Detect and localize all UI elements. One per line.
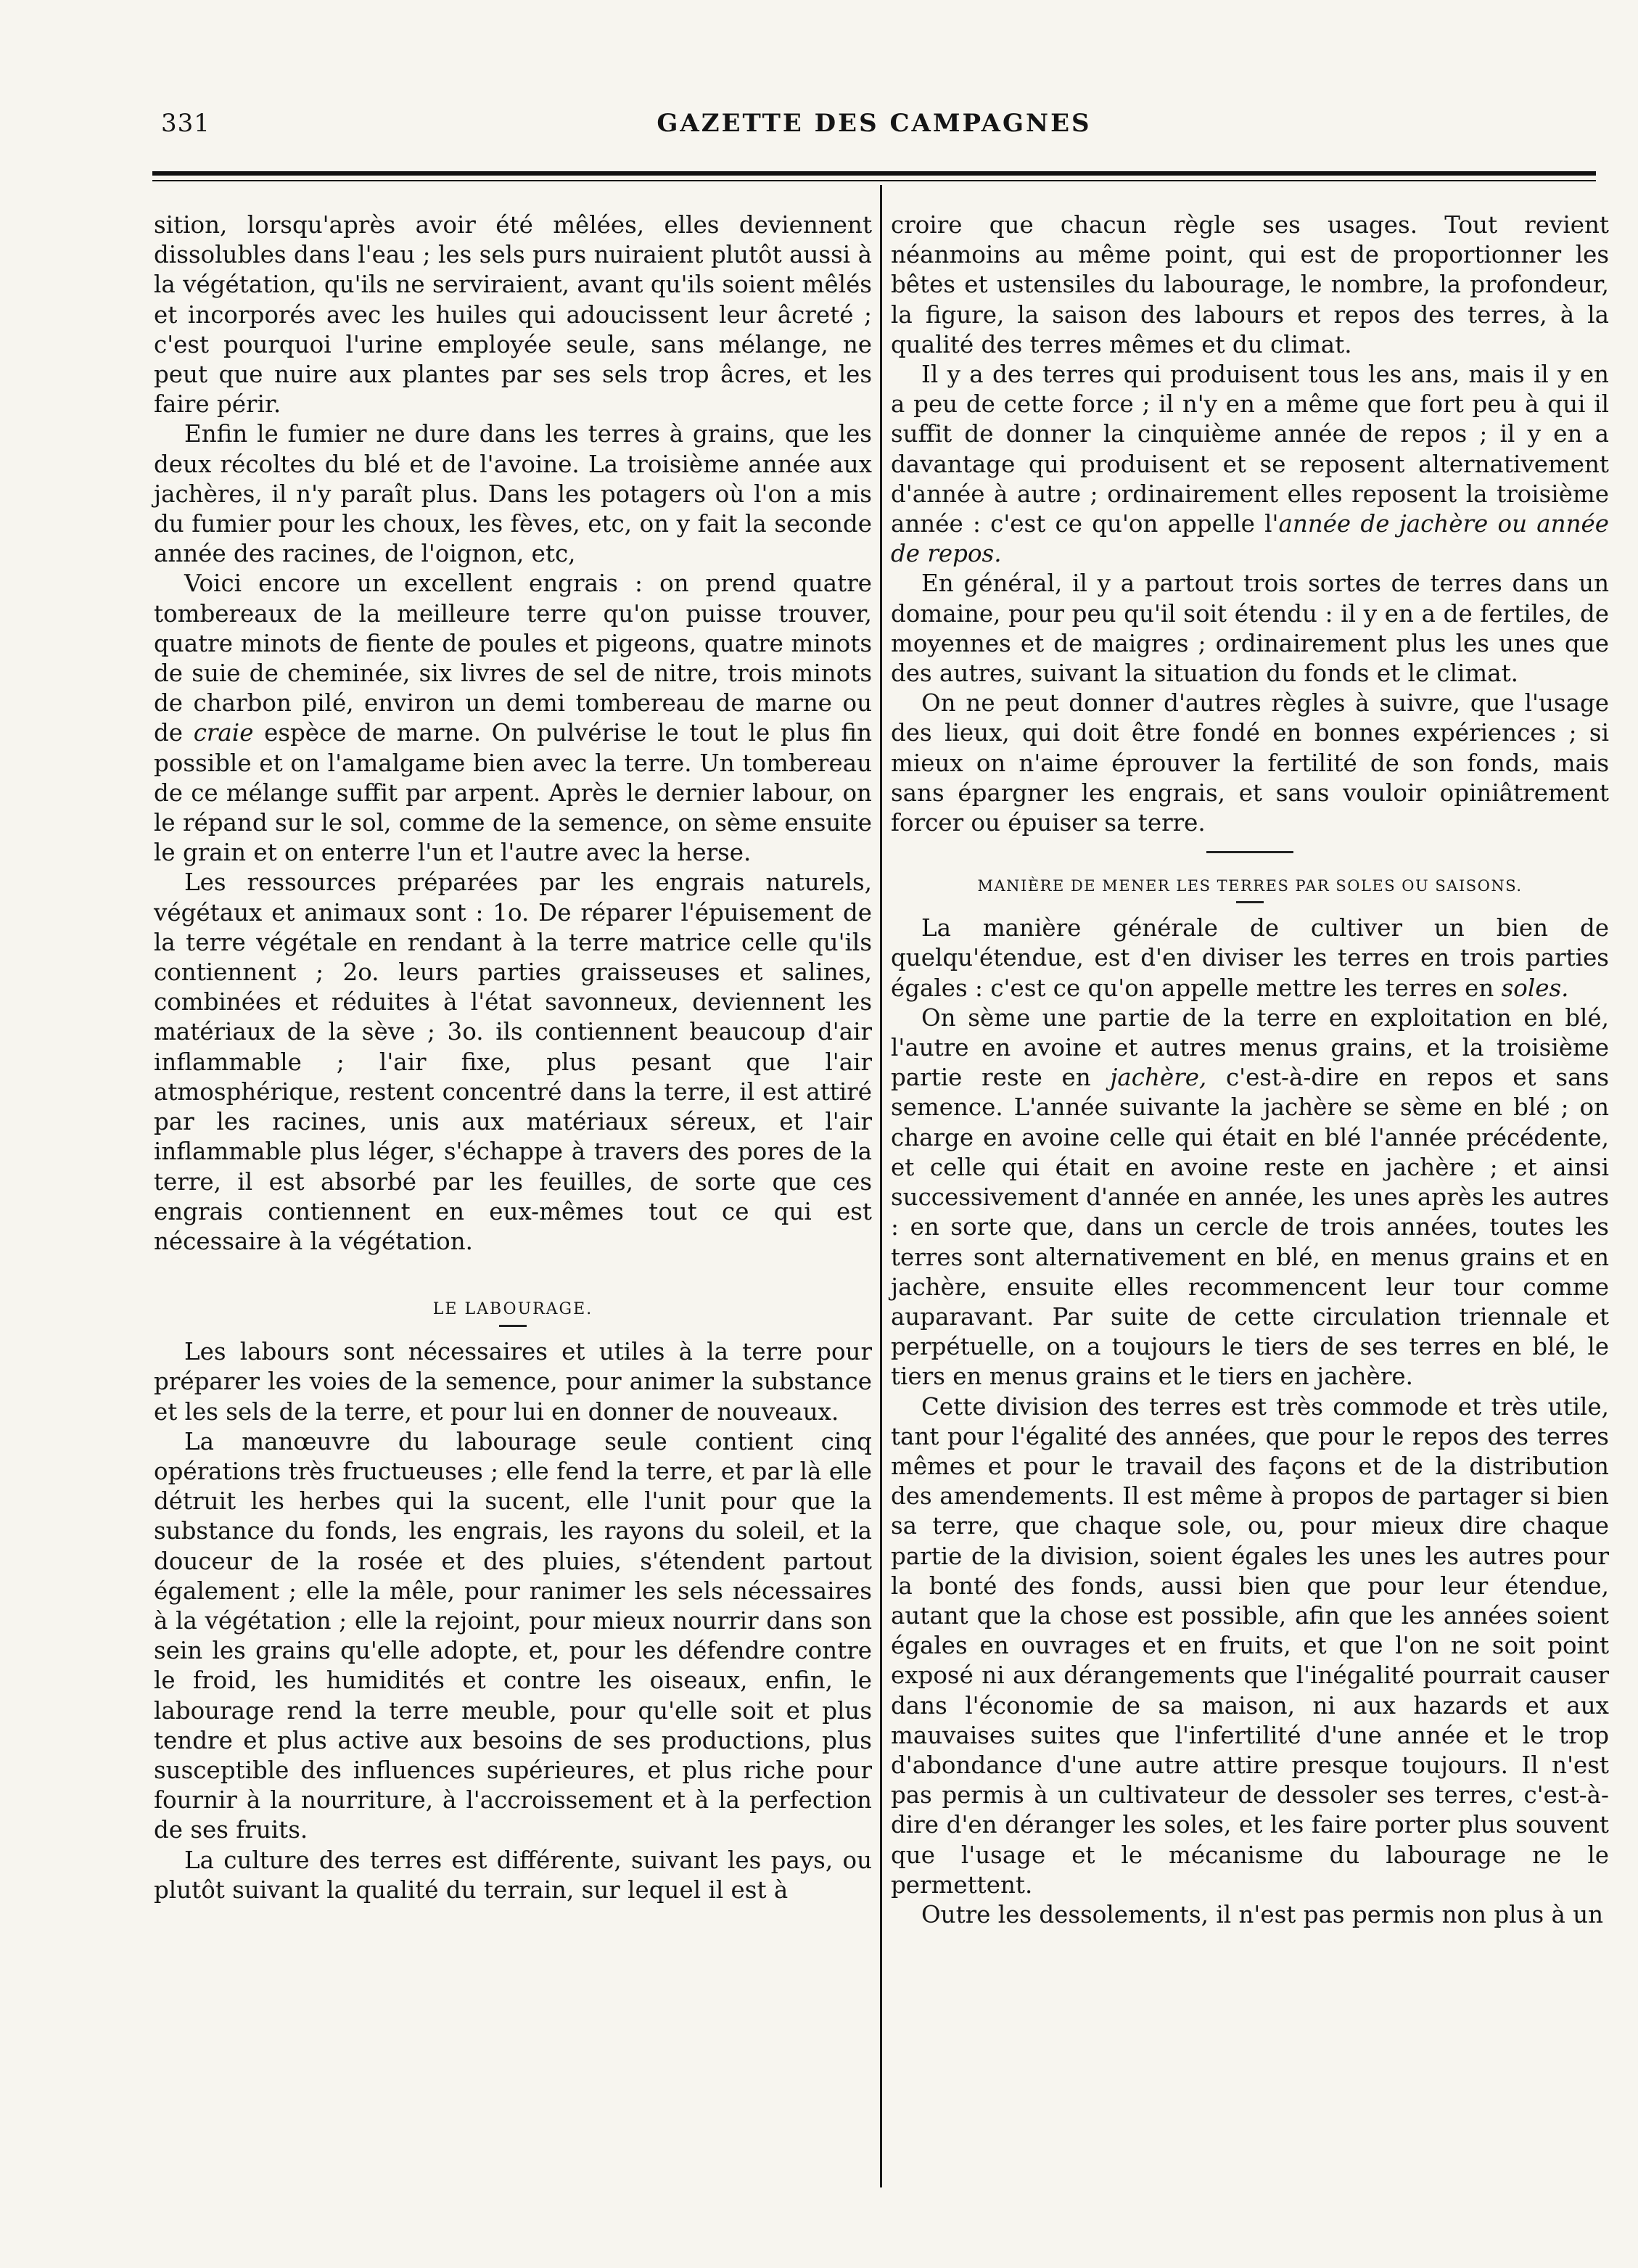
- section-title-soles: MANIÈRE DE MENER LES TERRES PAR SOLES OU SAISONS.: [977, 877, 1523, 895]
- italic-text: jachère,: [1110, 1064, 1207, 1092]
- paragraph: croire que chacun règle ses usages. Tout revient néanmoins au même point, qui est de proportionner les bêtes et ustensiles du labourage, le nombre, la profondeur, la figure, la saison des labours et repos des terres, à la qualité des terres mêmes et du climat.: [891, 211, 1609, 358]
- right-column: [891, 210, 1609, 1930]
- paragraph: Cette division des terres est très commode et très utile, tant pour l'égalité des années, que pour le repos des terres mêmes et pour le travail des façons et de la distribution des amendements. Il est même à propos de partager si bien sa terre, que chaque sole, ou, pour mieux dire chaque partie de la division, soient égales les unes les autres pour la bonté des fonds, aussi bien que pour leur étendue, autant que la chose est possible, afin que les années soient égales en ouvrages et en fruits, et que l'on ne soit point exposé ni aux dérangements que l'inégalité pourrait causer dans l'économie de sa maison, ni aux hazards et aux mauvaises suites que l'infertilité d'une année et le trop d'abondance d'une autre attire presque toujours. Il n'est pas permis à un cultivateur de dessoler ses terres, c'est-à-dire d'en déranger les soles, et les faire porter plus souvent que l'usage et le mécanisme du labourage ne le permettent.: [891, 1392, 1609, 1899]
- header-rule-thick: [152, 171, 1596, 176]
- paragraph: sition, lorsqu'après avoir été mêlées, elles deviennent dissolubles dans l'eau ; les sels purs nuiraient plutôt aussi à la végétation, qu'ils ne serviraient, avant qu'ils soient mêlés et incorporés avec les huiles qui adoucissent leur âcreté ; c'est pourquoi l'urine employée seule, sans mélange, ne peut que nuire aux plantes par ses sels trop âcres, et les faire périr.: [154, 211, 872, 419]
- page-header: [152, 109, 1596, 138]
- text-run: espèce de marne. On pulvérise le tout le plus fin possible et on l'amalgame bien avec la terre. Un tombereau de ce mélange suffit par arpent. Après le dernier labour, on le répand sur le sol, comme de la semence, on sème ensuite le grain et on enterre l'un et l'autre avec la herse.: [154, 719, 872, 867]
- paragraph: Outre les dessolements, il n'est pas permis non plus à un: [921, 1900, 1604, 1928]
- paragraph: [891, 360, 1609, 569]
- title-dash: [1236, 901, 1264, 903]
- section-title-labourage: LE LABOURAGE.: [432, 1300, 593, 1319]
- title-dash: [499, 1325, 527, 1327]
- paragraph: La culture des terres est différente, suivant les pays, ou plutôt suivant la qualité du terrain, sur lequel il est à: [154, 1846, 872, 1904]
- paragraph: Enfin le fumier ne dure dans les terres à grains, que les deux récoltes du blé et de l'avoine. La troisième année aux jachères, il n'y paraît plus. Dans les potagers où l'on a mis du fumier pour les choux, les fèves, etc, on y fait la seconde année des racines, de l'oignon, etc,: [154, 420, 872, 568]
- page-number: 331: [161, 109, 210, 138]
- section-separator: [1206, 851, 1293, 853]
- text-run: c'est-à-dire en repos et sans semence. L'année suivante la jachère se sème en blé ; on charge en avoine celle qui était en blé l'année précédente, et celle qui était en avoine reste en jachère ; et ainsi successivement d'année en année, les unes après les autres : en sorte que, dans un cercle de trois années, toutes les terres sont alternativement en blé, en menus grains et en jachère, ensuite elles recommencent leur tour comme auparavant. Par suite de cette circulation triennale et perpétuelle, on a toujours le tiers de ses terres en blé, le tiers en menus grains et le tiers en jachère.: [891, 1064, 1609, 1391]
- journal-title: GAZETTE DES CAMPAGNES: [657, 109, 1092, 138]
- paragraph: [891, 1003, 1609, 1392]
- text-run: Il y a des terres qui produisent tous les ans, mais il y en a peu de cette force ; il n'y en a même que fort peu à qui il suffit de donner la cinquième année de repos ; il y en a davantage qui produisent et se reposent alternativement d'année à autre ; ordinairement elles reposent la troisième année : c'est ce qu'on appelle l': [891, 361, 1609, 538]
- italic-text: craie: [193, 719, 254, 747]
- paragraph: On ne peut donner d'autres règles à suivre, que l'usage des lieux, qui doit être fondé en bonnes expériences ; si mieux on n'aime éprouver la fertilité de son fonds, mais sans épargner les engrais, et sans vouloir opiniâtrement forcer ou épuiser sa terre.: [891, 689, 1609, 837]
- paragraph: Les labours sont nécessaires et utiles à la terre pour préparer les voies de la semence, pour animer la substance et les sels de la terre, et pour lui en donner de nouveaux.: [154, 1338, 872, 1426]
- paragraph: [154, 569, 872, 868]
- text-run: La manière générale de cultiver un bien de quelqu'étendue, est d'en diviser les terres en trois parties égales : c'est ce qu'on appelle mettre les terres en: [891, 914, 1609, 1002]
- italic-text: année de jachère ou année de repos.: [891, 510, 1609, 568]
- left-column: [154, 210, 872, 1905]
- paragraph: En général, il y a partout trois sortes de terres dans un domaine, pour peu qu'il soit étendu : il y en a de fertiles, de moyennes et de maigres ; ordinairement plus les unes que des autres, suivant la situation du fonds et le climat.: [891, 570, 1609, 688]
- paragraph: La manœuvre du labourage seule contient cinq opérations très fructueuses ; elle fend la terre, et par là elle détruit les herbes qui la sucent, elle l'unit pour que la substance du fonds, les engrais, les rayons du soleil, et la douceur de la rosée et des pluies, s'étendent partout également ; elle la mêle, pour ranimer les sels nécessaires à la végétation ; elle la rejoint, pour mieux nourrir dans son sein les grains qu'elle adopte, et, pour les défendre contre le froid, les humidités et contre les oiseaux, enfin, le labourage rend la terre meuble, pour qu'elle soit et plus tendre et plus active aux besoins de ses productions, plus susceptible des influences supérieures, et plus riche pour fournir à la nourriture, à l'accroissement et à la perfection de ses fruits.: [154, 1427, 872, 1844]
- header-rule-thin: [152, 180, 1596, 181]
- text-run: On sème une partie de la terre en exploitation en blé, l'autre en avoine et autres menus grains, et la troisième partie reste en: [891, 1003, 1609, 1092]
- italic-text: soles.: [1501, 974, 1569, 1002]
- column-divider: [880, 185, 882, 2187]
- paragraph: [891, 913, 1609, 1003]
- text-run: Voici encore un excellent engrais : on prend quatre tombereaux de la meilleure terre qu'on puisse trouver, quatre minots de fiente de poules et pigeons, quatre minots de suie de cheminée, six livres de sel de nitre, trois minots de charbon pilé, environ un demi tombereau de marne ou de: [154, 570, 872, 747]
- paragraph: Les ressources préparées par les engrais naturels, végétaux et animaux sont : 1o. De réparer l'épuisement de la terre végétale en rendant à la terre matrice celle qu'ils contiennent ; 2o. leurs parties graisseuses et salines, combinées et réduites à l'état savonneux, deviennent les matériaux de la sève ; 3o. ils contiennent beaucoup d'air inflammable ; l'air fixe, plus pesant que l'air atmosphérique, restent concentré dans la terre, il est attiré par les racines, unis aux matériaux séreux, et l'air inflammable plus léger, s'échappe à travers des pores de la terre, il est absorbé par les feuilles, de sorte que ces engrais contiennent en eux-mêmes tout ce qui est nécessaire à la végétation.: [154, 868, 872, 1255]
